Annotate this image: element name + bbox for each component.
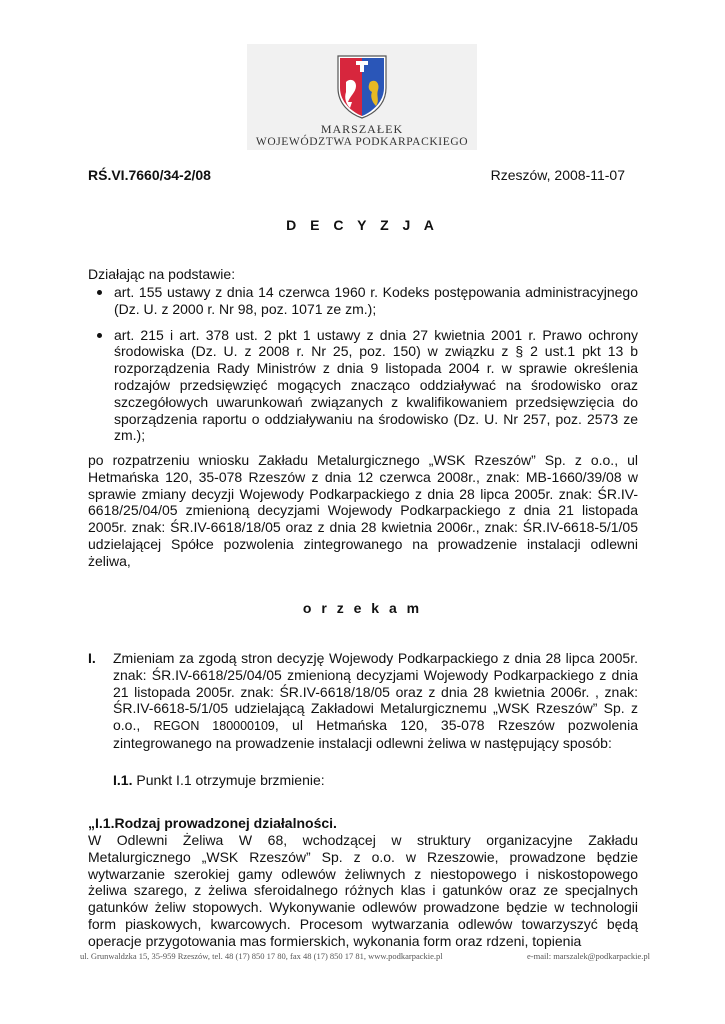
list-item-text: art. 215 i art. 378 ust. 2 pkt 1 ustawy z dnia 27 kwietnia 2001 r. Prawo ochrony środowiska (Dz. U. z 2008 r. Nr 25, poz. 150) w związku z § 2 ust.1 pkt 13 b rozporządzenia Rady Ministrów z dnia 9 listopada 2004 r. w sprawie określenia rodzajów przedsięwzięć mogących znacząco oddziaływać na środowisko oraz szczegółowych uwarunkowań związanych z kwalifikowaniem przedsięwzięcia do sporządzenia raportu o oddziaływaniu na środowisko (Dz. U. Nr 257, poz. 2573 ze zm.); [114,326,638,444]
activity-heading: „I.1.Rodzaj prowadzonej działalności. [88,815,337,831]
activity-paragraph: W Odlewni Żeliwa W 68, wchodzącej w struktury organizacyjne Zakładu Metalurgicznego „WSK Rzeszów” Sp. z o.o. w Rzeszowie, prowadzone będzie wytwarzanie szerokiej gamy odlewów żeliwnych z niestopowego i niskostopowego żeliwa szarego, z żeliwa sferoidalnego różnych klas i gatunków oraz ze specjalnych gatunków żeliw stopowych. Wykonywanie odlewów prowadzone będzie w technologii form piaskowych, kwarcowych. Procesom wytwarzania odlewów towarzyszyć będą operacje przygotowania mas formierskich, wykonania form oraz rdzeni, topienia [88,832,638,949]
legal-basis-list [88,284,638,453]
regon-number: REGON 180000109 [153,719,275,734]
bullet-icon [97,333,102,338]
list-item-text: art. 155 ustawy z dnia 14 czerwca 1960 r. Kodeks postępowania administracyjnego (Dz. U. z 2000 r. Nr 98, poz. 1071 ze zm.); [114,284,638,317]
section-text-part: Zmieniam za zgodą stron decyzję Wojewody Podkarpackiego z dnia 28 lipca 2005r. znak: ŚR.IV-6618/25/04/05 zmienioną decyzjami Wojewody Podkarpackiego z dnia 21 listopada 2005r. znak: ŚR.IV-6618/18/05 oraz z dnia 28 kwietnia 2006r. , znak: ŚR.IV-6618-5/1/05 udzielającą Zakładowi Metalurgicznemu „WSK Rzeszów” Sp. z o.o., [113,650,638,734]
section-text [113,650,638,752]
subsection-number: I.1. [113,772,133,788]
section-text-part: , ul Hetmańska 120, 35-078 Rzeszów pozwolenia zintegrowanego na prowadzenie instalacji odlewni żeliwa w następujący sposób: [113,717,638,751]
ruling-heading: o r z e k a m [302,600,423,616]
consideration-paragraph: po rozpatrzeniu wniosku Zakładu Metalurgicznego „WSK Rzeszów” Sp. z o.o., ul Hetmańska 120, 35-078 Rzeszów z dnia 12 czerwca 2008r., znak: MB-1660/39/08 w sprawie zmiany decyzji Wojewody Podkarpackiego z dnia 28 lipca 2005r. znak: ŚR.IV-6618/25/04/05 zmienioną decyzjami Wojewody Podkarpackiego z dnia 21 listopada 2005r. znak: ŚR.IV-6618/18/05 oraz z dnia 28 kwietnia 2006r., znak: ŚR.IV-6618-5/1/05 udzielającej Spółce pozwolenia zintegrowanego na prowadzenie instalacji odlewni żeliwa, [88,452,638,569]
footer [80,951,650,961]
place-date: Rzeszów, 2008-11-07 [490,167,625,183]
reference-number: RŚ.VI.7660/34-2/08 [88,167,211,183]
section-number: I. [88,650,96,666]
coat-of-arms-icon [334,52,390,120]
bullet-icon [97,290,102,295]
legal-basis-intro: Działając na podstawie: [88,266,236,282]
org-name-line2: WOJEWÓDZTWA PODKARPACKIEGO [255,136,469,148]
list-item [88,327,638,445]
document-title: D E C Y Z J A [286,217,439,233]
subsection-text: Punkt I.1 otrzymuje brzmienie: [136,772,325,788]
subsection [113,772,325,788]
list-item [88,284,638,318]
org-name-line1: MARSZAŁEK [320,122,404,136]
letterhead-logo [247,44,477,150]
footer-email: e-mail: marszalek@podkarpackie.pl [527,951,650,961]
footer-address: ul. Grunwaldzka 15, 35-959 Rzeszów, tel. 48 (17) 850 17 80, fax 48 (17) 850 17 81, www.podkarpackie.pl [80,951,443,961]
